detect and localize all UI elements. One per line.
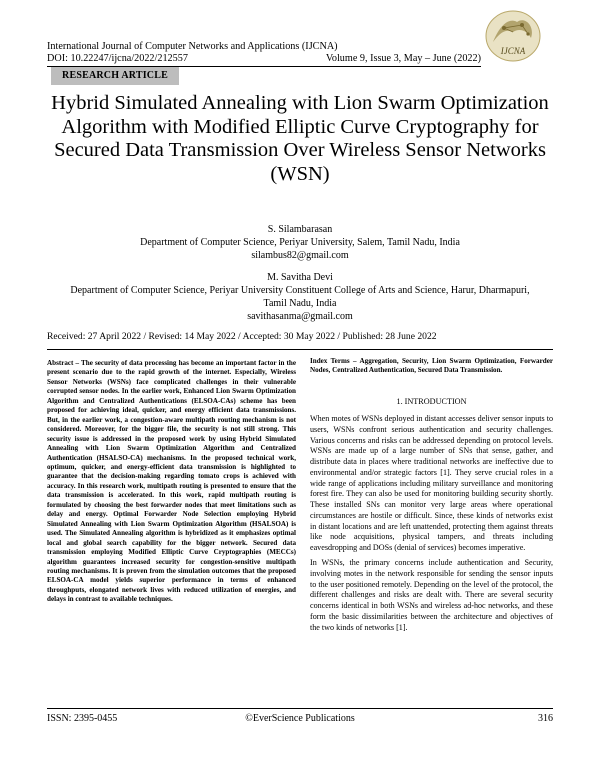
footer-page-number: 316 bbox=[538, 713, 553, 724]
journal-name: International Journal of Computer Networks and Applications (IJCNA) bbox=[47, 41, 338, 52]
paper-title: Hybrid Simulated Annealing with Lion Swarm Optimization Algorithm with Modified Elliptic Curve Cryptography for Secured Data Transmission Over Wireless Sensor Networks (WSN) bbox=[51, 92, 549, 185]
author-2-name: M. Savitha Devi bbox=[267, 272, 333, 283]
abstract: Abstract – The security of data processing has become an important factor in the present scenario due to the rapid growth of the internet. Especially, Wireless Sensor Networks (WSNs) face complicated challenges in their vulnerable corrupted sensor nodes. In the earlier work, Enhanced Lion Swarm Optimization Algorithm and Centralized Authentications (ELSOA-CAs) scheme has been proposed for achieving ideal, quicker, and energy efficient data transmissions. But, in the earlier work, a congestion-aware multipath routing mechanism is not considered. Moreover, for the bigger file, the security is not still strong. This security issue is addressed in the proposed work by using Hybrid Simulated Annealing with Lion Swarm Optimization Algorithm and Centralized Authentication (HSALSO-CA) mechanisms. In the proposed technical work, optimum, quicker, and energy-efficient data transmission is highlighted to guarantee that the decision-making regarding tomato crops is achieved with accuracy. In this research work, multipath routing is presented to ensure that the data transmission is accelerated. In this work, rapid multipath routing is formulated by choosing the best forwarder nodes that meet limitations such as delay and energy. Optimal Forwarder Node Selection employing Hybrid Simulated Annealing with Lion Swarm Optimization Algorithm (HSALSOA) is used. The Simulated Annealing algorithm is hybridized as it emphasizes optimal local and global search capability for the bigger network. Secured data transmission employing Modified Elliptic Curve Cryptographies (MECCs) algorithm guarantees increased security for congestion-sensitive multipath routing mechanisms. It is proven from the simulation outcomes that the proposed ELSOA-CA model yields superior performance in terms of enhanced throughputs, elongated network lives with reduced utilization of energies, and delays in contrast to available techniques. bbox=[47, 359, 296, 604]
footer-publisher: ©EverScience Publications bbox=[245, 713, 355, 724]
doi: DOI: 10.22247/ijcna/2022/212557 bbox=[47, 53, 188, 64]
author-2-affiliation: Department of Computer Science, Periyar University Constituent College of Arts and Science, Harur, Dharmapuri, bbox=[70, 285, 530, 296]
index-terms: Index Terms – Aggregation, Security, Lion Swarm Optimization, Forwarder Nodes, Centralized Authentication, Secured Data Transmission. bbox=[310, 357, 553, 375]
dates-rule bbox=[47, 349, 553, 350]
footer-issn: ISSN: 2395-0455 bbox=[47, 713, 118, 724]
author-1-email[interactable]: silambus82@gmail.com bbox=[251, 250, 349, 261]
author-1-affiliation: Department of Computer Science, Periyar University, Salem, Tamil Nadu, India bbox=[140, 237, 460, 248]
footer-rule bbox=[47, 708, 553, 709]
author-2-affiliation-city: Tamil Nadu, India bbox=[263, 298, 337, 309]
body-paragraph: In WSNs, the primary concerns include authentication and Security, involving motes in the network responsible for sending the sensor inputs to the user positioned remotely. Depending on the level of the protocol, the different challenges and risks are dealt with. There are several security concerns identical in both WSNs and wireless ad-hoc networks, and these form the basic dissimilarities between the architecture and objectives of the two kinds of networks [1]. bbox=[310, 558, 553, 632]
author-1-name: S. Silambarasan bbox=[267, 224, 333, 235]
body-paragraph: When motes of WSNs deployed in distant accesses deliver sensor inputs to users, WSNs confront serious authentication and security challenges. Various concerns and risks can be addressed depending on protocol levels. WSNs are made up of a large number of SNs that sense, gather, and distribute data in places where traditional networks are ineffective due to environmental and/or strategic factors [1]. They serve crucial roles in a wide range of applications including military surveillance and monitoring forest fire. They can also be used for monitoring building security shortly. These installed SNs can monitor very large areas where operational circumstances are hostile or difficult. Since, these kinds of networks exist in distant locations and are left unattended, protecting them against threats like node acquisitions, physical tampers, and threats including eavesdropping and DOSs (denial of services) becomes imperative. bbox=[310, 414, 553, 552]
author-2-email[interactable]: savithasanma@gmail.com bbox=[247, 311, 353, 322]
publication-dates: Received: 27 April 2022 / Revised: 14 May 2022 / Accepted: 30 May 2022 / Published: 28 June 2022 bbox=[47, 331, 437, 342]
article-type-label: RESEARCH ARTICLE bbox=[51, 67, 179, 85]
svg-text:IJCNA: IJCNA bbox=[500, 46, 526, 56]
journal-meta bbox=[47, 53, 481, 65]
volume-issue: Volume 9, Issue 3, May – June (2022) bbox=[325, 53, 481, 64]
section-heading: 1. INTRODUCTION bbox=[396, 397, 467, 406]
journal-logo bbox=[483, 8, 543, 68]
